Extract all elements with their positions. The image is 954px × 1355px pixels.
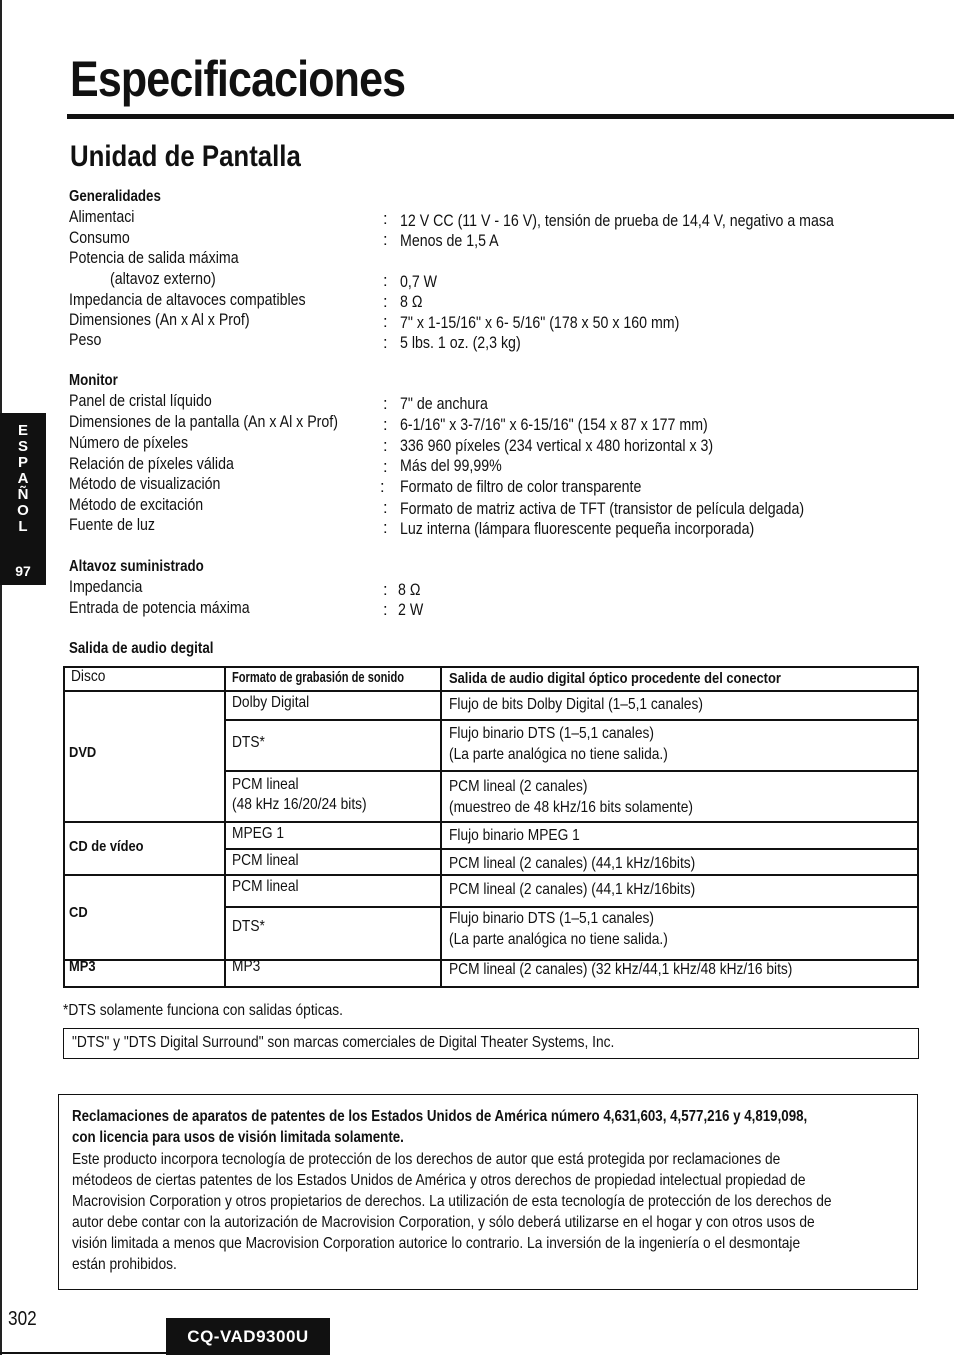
audio-output-table bbox=[63, 666, 919, 988]
spec-label: Relación de píxeles válida bbox=[69, 455, 234, 473]
patent-body-line: Macrovision Corporation y otros propietarios de derechos. La utilización de esta tecnología de protección de los derechos de bbox=[72, 1193, 832, 1210]
disc-cd-video: CD de vídeo bbox=[69, 838, 144, 855]
title-rule bbox=[67, 114, 954, 119]
spec-label: Método de visualización bbox=[69, 475, 221, 493]
format-cell: DTS* bbox=[232, 918, 265, 935]
spec-label: Dimensiones (An x Al x Prof) bbox=[69, 311, 250, 329]
spec-colon: : bbox=[383, 581, 388, 599]
spec-label: Método de excitación bbox=[69, 496, 204, 514]
spec-colon: : bbox=[383, 334, 388, 352]
disc-mp3: MP3 bbox=[69, 958, 96, 975]
output-cell: PCM lineal (2 canales) (44,1 kHz/16bits) bbox=[449, 855, 696, 872]
spec-label: Dimensiones de la pantalla (An x Al x Prof) bbox=[69, 413, 338, 431]
patent-body-line: métodeos de ciertas patentes de los Estados Unidos de América y otros derechos de propiedad intelectual propiedad de bbox=[72, 1172, 806, 1189]
spec-colon: : bbox=[383, 499, 388, 517]
patent-body-line: visión limitada a menos que Macrovision Corporation autorice lo contrario. La inversión de la ingeniería o el desmontaje bbox=[72, 1235, 801, 1252]
spec-colon: : bbox=[383, 458, 388, 476]
output-cell: Flujo binario DTS (1–5,1 canales) bbox=[449, 725, 654, 742]
format-cell: Dolby Digital bbox=[232, 694, 310, 711]
tab-page-number: 97 bbox=[15, 563, 31, 579]
patent-notice-box bbox=[58, 1094, 918, 1290]
tab-letter: S bbox=[17, 438, 28, 455]
page-number: 302 bbox=[8, 1308, 37, 1330]
tab-letter: L bbox=[18, 518, 28, 535]
tab-letter: Ñ bbox=[17, 486, 29, 503]
page-edge bbox=[0, 0, 2, 1355]
format-cell: PCM lineal bbox=[232, 852, 299, 869]
table-divider bbox=[63, 874, 919, 876]
spec-label: Panel de cristal líquido bbox=[69, 392, 212, 410]
tab-letter: O bbox=[17, 502, 29, 519]
tab-letter: E bbox=[17, 422, 28, 439]
table-border bbox=[917, 666, 919, 988]
output-cell: Flujo binario MPEG 1 bbox=[449, 827, 580, 844]
audio-heading: Salida de audio degital bbox=[69, 640, 214, 657]
spec-colon: : bbox=[383, 313, 388, 331]
output-cell: Flujo binario DTS (1–5,1 canales) bbox=[449, 910, 654, 927]
format-cell: PCM lineal bbox=[232, 776, 299, 793]
patent-body-line: autor debe contar con la autorización de Macrovision Corporation, y sólo deberá utilizarse en el hogar y con otros usos de bbox=[72, 1214, 815, 1231]
spec-colon: : bbox=[383, 293, 388, 311]
output-cell: (muestreo de 48 kHz/16 bits solamente) bbox=[449, 799, 693, 816]
table-header-disc: Disco bbox=[71, 668, 106, 685]
spec-value: 336 960 píxeles (234 vertical x 480 horizontal x 3) bbox=[400, 437, 714, 455]
spec-value: 8 Ω bbox=[398, 581, 421, 599]
spec-label: Impedancia de altavoces compatibles bbox=[69, 291, 306, 309]
table-header-format: Formato de grabasión de sonido bbox=[232, 669, 405, 686]
spec-value: 7" de anchura bbox=[400, 395, 488, 413]
generalidades-heading: Generalidades bbox=[69, 188, 161, 205]
table-header-output: Salida de audio digital óptico procedente del conector bbox=[449, 670, 781, 687]
spec-value: 7" x 1-15/16" x 6- 5/16" (178 x 50 x 160 mm) bbox=[400, 314, 680, 332]
table-divider bbox=[224, 906, 919, 908]
table-border bbox=[63, 986, 919, 988]
table-border bbox=[63, 666, 919, 668]
format-cell: (48 kHz 16/20/24 bits) bbox=[232, 796, 367, 813]
disc-dvd: DVD bbox=[69, 744, 97, 761]
spec-value: Formato de filtro de color transparente bbox=[400, 478, 642, 496]
table-divider bbox=[224, 719, 919, 721]
spec-colon: : bbox=[383, 416, 388, 434]
spec-colon: : bbox=[383, 519, 388, 537]
output-cell: Flujo de bits Dolby Digital (1–5,1 canales) bbox=[449, 696, 703, 713]
table-divider bbox=[224, 666, 226, 988]
output-cell: PCM lineal (2 canales) (32 kHz/44,1 kHz/48 kHz/16 bits) bbox=[449, 961, 793, 978]
spec-colon: : bbox=[383, 231, 388, 249]
disc-cd: CD bbox=[69, 904, 88, 921]
footer-rule bbox=[0, 1352, 330, 1354]
format-cell: DTS* bbox=[232, 734, 265, 751]
format-cell: MPEG 1 bbox=[232, 825, 285, 842]
altavoz-heading: Altavoz suministrado bbox=[69, 558, 204, 575]
spec-label: Peso bbox=[69, 331, 102, 349]
page-title: Especificaciones bbox=[70, 51, 406, 107]
output-cell: (La parte analógica no tiene salida.) bbox=[449, 931, 668, 948]
spec-value: 12 V CC (11 V - 16 V), tensión de prueba de 14,4 V, negativo a masa bbox=[400, 212, 834, 230]
dts-footnote: *DTS solamente funciona con salidas ópticas. bbox=[63, 1002, 343, 1019]
spec-value: 8 Ω bbox=[400, 293, 423, 311]
spec-value: Luz interna (lámpara fluorescente pequeña incorporada) bbox=[400, 520, 755, 538]
table-divider bbox=[224, 770, 919, 772]
spec-colon: : bbox=[383, 437, 388, 455]
spec-label: Consumo bbox=[69, 229, 130, 247]
spec-value: 2 W bbox=[398, 601, 424, 619]
table-divider bbox=[63, 690, 919, 692]
spec-colon: : bbox=[383, 272, 388, 290]
spec-label: Alimentaci bbox=[69, 208, 135, 226]
tab-letter: A bbox=[17, 470, 29, 487]
trademark-box bbox=[63, 1028, 919, 1059]
spec-value: 0,7 W bbox=[400, 273, 438, 291]
format-cell: PCM lineal bbox=[232, 878, 299, 895]
spec-value: 5 lbs. 1 oz. (2,3 kg) bbox=[400, 334, 521, 352]
output-cell: (La parte analógica no tiene salida.) bbox=[449, 746, 668, 763]
table-divider bbox=[440, 666, 442, 988]
tab-letter: P bbox=[17, 454, 28, 471]
spec-value: Más del 99,99% bbox=[400, 457, 502, 475]
spec-colon: : bbox=[383, 210, 388, 228]
table-border bbox=[63, 666, 65, 988]
spec-value: Formato de matriz activa de TFT (transistor de película delgada) bbox=[400, 500, 805, 518]
spec-label: Número de píxeles bbox=[69, 434, 189, 452]
language-tab-letters bbox=[0, 423, 46, 535]
trademark-note: "DTS" y "DTS Digital Surround" son marcas comerciales de Digital Theater Systems, Inc. bbox=[72, 1034, 615, 1051]
spec-colon: : bbox=[380, 478, 385, 496]
spec-label: Potencia de salida máxima bbox=[69, 249, 239, 267]
spec-label: Entrada de potencia máxima bbox=[69, 599, 250, 617]
format-cell: MP3 bbox=[232, 958, 261, 975]
patent-heading-line: con licencia para usos de visión limitada solamente. bbox=[72, 1129, 404, 1146]
section-title: Unidad de Pantalla bbox=[70, 140, 301, 173]
spec-colon: : bbox=[383, 395, 388, 413]
patent-body-line: están prohibidos. bbox=[72, 1256, 177, 1273]
spec-label: Fuente de luz bbox=[69, 516, 155, 534]
output-cell: PCM lineal (2 canales) bbox=[449, 778, 588, 795]
spec-value: 6-1/16" x 3-7/16" x 6-15/16" (154 x 87 x 177 mm) bbox=[400, 416, 708, 434]
spec-colon: : bbox=[383, 601, 388, 619]
patent-heading-line: Reclamaciones de aparatos de patentes de los Estados Unidos de América número 4,631,603, 4,577,216 y 4,819,098, bbox=[72, 1108, 808, 1125]
spec-value: Menos de 1,5 A bbox=[400, 232, 499, 250]
spec-label: (altavoz externo) bbox=[110, 270, 216, 288]
model-badge: CQ-VAD9300U bbox=[166, 1318, 330, 1355]
spec-label: Impedancia bbox=[69, 578, 143, 596]
output-cell: PCM lineal (2 canales) (44,1 kHz/16bits) bbox=[449, 881, 696, 898]
patent-body-line: Este producto incorpora tecnología de protección de los derechos de autor que está protegida por reclamaciones de bbox=[72, 1151, 781, 1168]
table-divider bbox=[224, 848, 919, 850]
table-divider bbox=[63, 821, 919, 823]
monitor-heading: Monitor bbox=[69, 372, 118, 389]
language-tab bbox=[0, 413, 46, 585]
